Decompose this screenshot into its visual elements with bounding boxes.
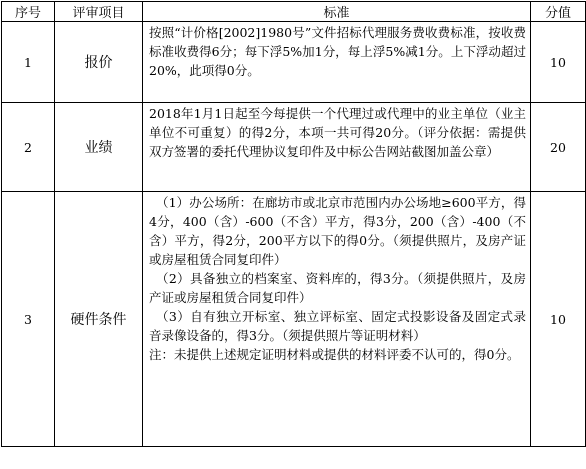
- row-score: 20: [531, 103, 586, 192]
- row-standard: [143, 22, 531, 103]
- header-no: 序号: [2, 2, 55, 22]
- standard-line: （1）办公场所：在廊坊市或北京市范围内办公场地≥600平方，得4分，400（含）-600（不含）平方，得3分，200（含）-400（不含）平方，得2分，200平方以下的得0分。（须提供照片，及房产证或房屋租赁合同复印件）: [149, 195, 526, 267]
- header-standard: 标准: [143, 2, 531, 22]
- table-header-row: [2, 2, 586, 22]
- row-no: 3: [2, 192, 55, 447]
- standard-note: 注：未提供上述规定证明材料或提供的材料评委不认可的，得0分。: [149, 347, 520, 362]
- row-standard: [143, 103, 531, 192]
- row-no: 1: [2, 22, 55, 103]
- scoring-table: [1, 1, 586, 447]
- standard-line: 按照“计价格[2002]1980号”文件招标代理服务费收费标准，按收费标准收费得6分；每下浮5%加1分，每上浮5%减1分。上下浮动超过20%，此项得0分。: [149, 25, 526, 78]
- row-score: 10: [531, 192, 586, 447]
- row-item: 硬件条件: [55, 192, 143, 447]
- row-score: 10: [531, 22, 586, 103]
- row-item: 报价: [55, 22, 143, 103]
- table-row: [2, 192, 586, 447]
- row-standard: [143, 192, 531, 447]
- header-score: 分值: [531, 2, 586, 22]
- standard-line: （2）具备独立的档案室、资料库的，得3分。（须提供照片，及房产证或房屋租赁合同复印件）: [149, 271, 526, 305]
- standard-line: （3）自有独立开标室、独立评标室、固定式投影设备及固定式录音录像设备的，得3分。（须提供照片等证明材料）: [149, 309, 526, 343]
- header-item: 评审项目: [55, 2, 143, 22]
- row-no: 2: [2, 103, 55, 192]
- standard-line: 2018年1月1日起至今每提供一个代理过或代理中的业主单位（业主单位不可重复）的得2分，本项一共可得20分。（评分依据：需提供双方签署的委托代理协议复印件及中标公告网站截图加盖公章）: [149, 106, 526, 159]
- table-row: [2, 22, 586, 103]
- table-row: [2, 103, 586, 192]
- row-item: 业绩: [55, 103, 143, 192]
